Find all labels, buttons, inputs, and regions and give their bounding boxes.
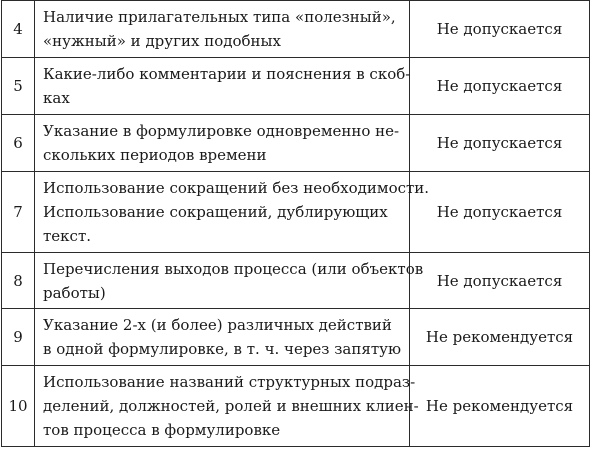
description-line: Какие-либо комментарии и пояснения в скоб- <box>43 65 411 83</box>
table-row <box>2 253 590 309</box>
description-line: делений, должностей, ролей и внешних клиен- <box>43 397 419 415</box>
row-description <box>35 309 410 366</box>
row-number: 5 <box>2 58 35 115</box>
row-status: Не рекомендуется <box>410 366 590 447</box>
row-status: Не допускается <box>410 1 590 58</box>
description-line: Указание в формулировке одновременно не- <box>43 122 400 140</box>
description-line: в одной формулировке, в т. ч. через запятую <box>43 340 402 358</box>
description-line: Указание 2-х (и более) различных действий <box>43 316 392 334</box>
table-row <box>2 115 590 172</box>
row-number: 7 <box>2 172 35 253</box>
row-description <box>35 366 419 447</box>
row-description <box>35 253 424 309</box>
row-number: 8 <box>2 253 35 309</box>
row-number: 10 <box>2 366 35 447</box>
table-row <box>2 1 590 58</box>
row-description <box>35 1 410 58</box>
row-status: Не рекомендуется <box>410 309 590 366</box>
description-line: работы) <box>43 283 106 302</box>
description-line: скольких периодов времени <box>43 146 267 164</box>
rules-table-body <box>2 1 590 447</box>
description-line: «нужный» и других подобных <box>43 32 281 50</box>
description-line: Использование сокращений без необходимости. <box>43 179 430 197</box>
description-line: Использование сокращений, дублирующих <box>43 203 388 221</box>
row-status: Не допускается <box>410 253 590 309</box>
description-line: Перечисления выходов процесса (или объектов <box>43 259 424 278</box>
row-number: 6 <box>2 115 35 172</box>
rules-table <box>1 0 590 447</box>
description-line: текст. <box>43 227 92 245</box>
row-number: 4 <box>2 1 35 58</box>
table-row <box>2 366 590 447</box>
description-line: ках <box>43 89 70 107</box>
table-row <box>2 58 590 115</box>
row-status: Не допускается <box>410 58 590 115</box>
description-line: Использование названий структурных подраз- <box>43 373 416 391</box>
row-description <box>35 58 410 115</box>
description-line: Наличие прилагательных типа «полезный», <box>43 8 396 26</box>
table-row <box>2 172 590 253</box>
row-description <box>35 172 430 253</box>
row-number: 9 <box>2 309 35 366</box>
table-row <box>2 309 590 366</box>
description-line: тов процесса в формулировке <box>43 421 281 439</box>
row-status: Не допускается <box>410 115 590 172</box>
row-description <box>35 115 410 172</box>
row-status: Не допускается <box>410 172 590 253</box>
